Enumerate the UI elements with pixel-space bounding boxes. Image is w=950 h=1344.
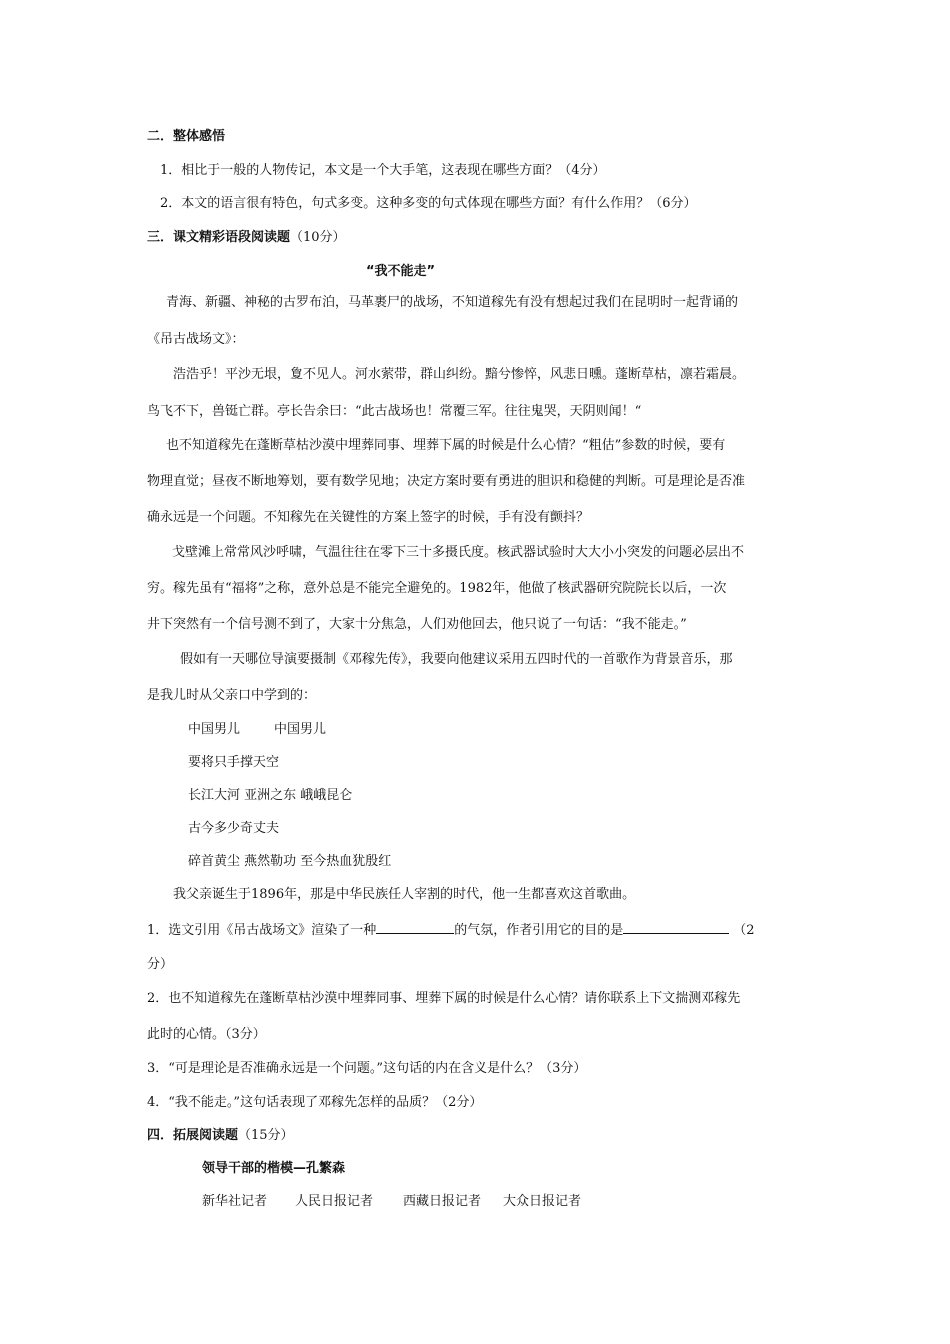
song-line-2: 要将只手撑天空 — [188, 755, 280, 770]
section-3-question-4: 4．“我不能走。”这句话表现了邓稼先怎样的品质？（2分） — [147, 1095, 483, 1110]
section-3-question-2-line-1: 2．也不知道稼先在蓬断草枯沙漠中埋葬同事、埋葬下属的时候是什么心情？请你联系上下文揣测邓稼先 — [147, 991, 741, 1006]
song-line-5: 碎首黄尘 燕然勒功 至今热血犹殷红 — [188, 854, 392, 869]
paragraph-4-line-1: 戈壁滩上常常风沙呼啸，气温往往在零下三十多摄氏度。核武器试验时大大小小突发的问题必层出不 — [172, 545, 745, 560]
reporter-3: 西藏日报记者 — [403, 1194, 482, 1209]
section-4-heading-score: （15分） — [238, 1128, 294, 1143]
question-1-part-a: 1．选文引用《吊古战场文》渲染了一种 — [147, 923, 377, 938]
paragraph-4-line-2: 穷。稼先虽有“福将”之称，意外总是不能完全避免的。1982年，他做了核武器研究院院长以后，一次 — [147, 581, 727, 596]
answer-blank-1[interactable] — [376, 920, 454, 934]
section-2-question-2: 2．本文的语言很有特色，句式多变。这种多变的句式体现在哪些方面？有什么作用？（6分） — [160, 196, 697, 211]
paragraph-1-line-2: 《吊古战场文》： — [147, 332, 245, 347]
section-3-heading-score: （10分） — [290, 230, 346, 245]
section-3-question-1-cont: 分） — [147, 957, 174, 972]
paragraph-3-line-2: 物理直觉；昼夜不断地筹划，要有数学见地；决定方案时要有勇进的胆识和稳健的判断。可是理论是否准 — [147, 474, 746, 489]
song-line-4: 古今多少奇丈夫 — [188, 821, 280, 836]
section-4-heading — [147, 1127, 294, 1145]
paragraph-5-line-1: 假如有一天哪位导演要摄制《邓稼先传》，我要向他建议采用五四时代的一首歌作为背景音乐，那 — [180, 652, 733, 667]
reporter-2: 人民日报记者 — [295, 1194, 374, 1209]
paragraph-2-line-1: 浩浩乎！平沙无垠，夐不见人。河水萦带，群山纠纷。黯兮惨悴，风悲日曛。蓬断草枯，凛若霜晨。 — [173, 367, 746, 382]
section-3-question-3: 3．“可是理论是否准确永远是一个问题。”这句话的内在含义是什么？（3分） — [147, 1061, 587, 1076]
paragraph-3-line-1: 也不知道稼先在蓬断草枯沙漠中埋葬同事、埋葬下属的时候是什么心情？“粗估”参数的时候，要有 — [166, 438, 726, 453]
reporter-4: 大众日报记者 — [503, 1194, 582, 1209]
paragraph-4-line-3: 井下突然有一个信号测不到了，大家十分焦急，人们劝他回去，他只说了一句话：“我不能走。” — [147, 617, 687, 632]
paragraph-1-line-1: 青海、新疆、神秘的古罗布泊，马革裹尸的战场，不知道稼先有没有想起过我们在昆明时一起背诵的 — [166, 295, 739, 310]
section-4-passage-title: 领导干部的楷模—孔繁森 — [202, 1161, 346, 1176]
song-line-3: 长江大河 亚洲之东 峨峨昆仑 — [188, 788, 353, 803]
section-3-question-1 — [147, 920, 755, 940]
song-line-1b: 中国男儿 — [274, 722, 327, 737]
song-line-1a: 中国男儿 — [188, 722, 241, 737]
paragraph-2-line-2: 鸟飞不下，兽铤亡群。亭长告余曰：“此古战场也！常覆三军。往往鬼哭，天阴则闻！“ — [147, 404, 642, 419]
reporter-1: 新华社记者 — [202, 1194, 268, 1209]
paragraph-3-line-3: 确永远是一个问题。不知稼先在关键性的方案上签字的时候，手有没有颤抖？ — [147, 510, 590, 525]
section-4-heading-text: 四．拓展阅读题 — [147, 1128, 239, 1143]
question-1-part-c: （2 — [733, 923, 755, 938]
passage-title: “我不能走” — [366, 264, 436, 279]
section-3-question-2-line-2: 此时的心情。（3分） — [147, 1027, 266, 1042]
section-2-question-1: 1．相比于一般的人物传记，本文是一个大手笔，这表现在哪些方面？（4分） — [160, 163, 606, 178]
paragraph-6: 我父亲诞生于1896年，那是中华民族任人宰割的时代，他一生都喜欢这首歌曲。 — [173, 887, 636, 902]
section-3-heading — [147, 229, 346, 247]
answer-blank-2[interactable] — [623, 920, 729, 934]
question-1-part-b: 的气氛，作者引用它的目的是 — [454, 923, 624, 938]
section-3-heading-text: 三．课文精彩语段阅读题 — [147, 230, 291, 245]
section-2-heading: 二．整体感悟 — [147, 129, 226, 144]
paragraph-5-line-2: 是我儿时从父亲口中学到的： — [147, 688, 317, 703]
